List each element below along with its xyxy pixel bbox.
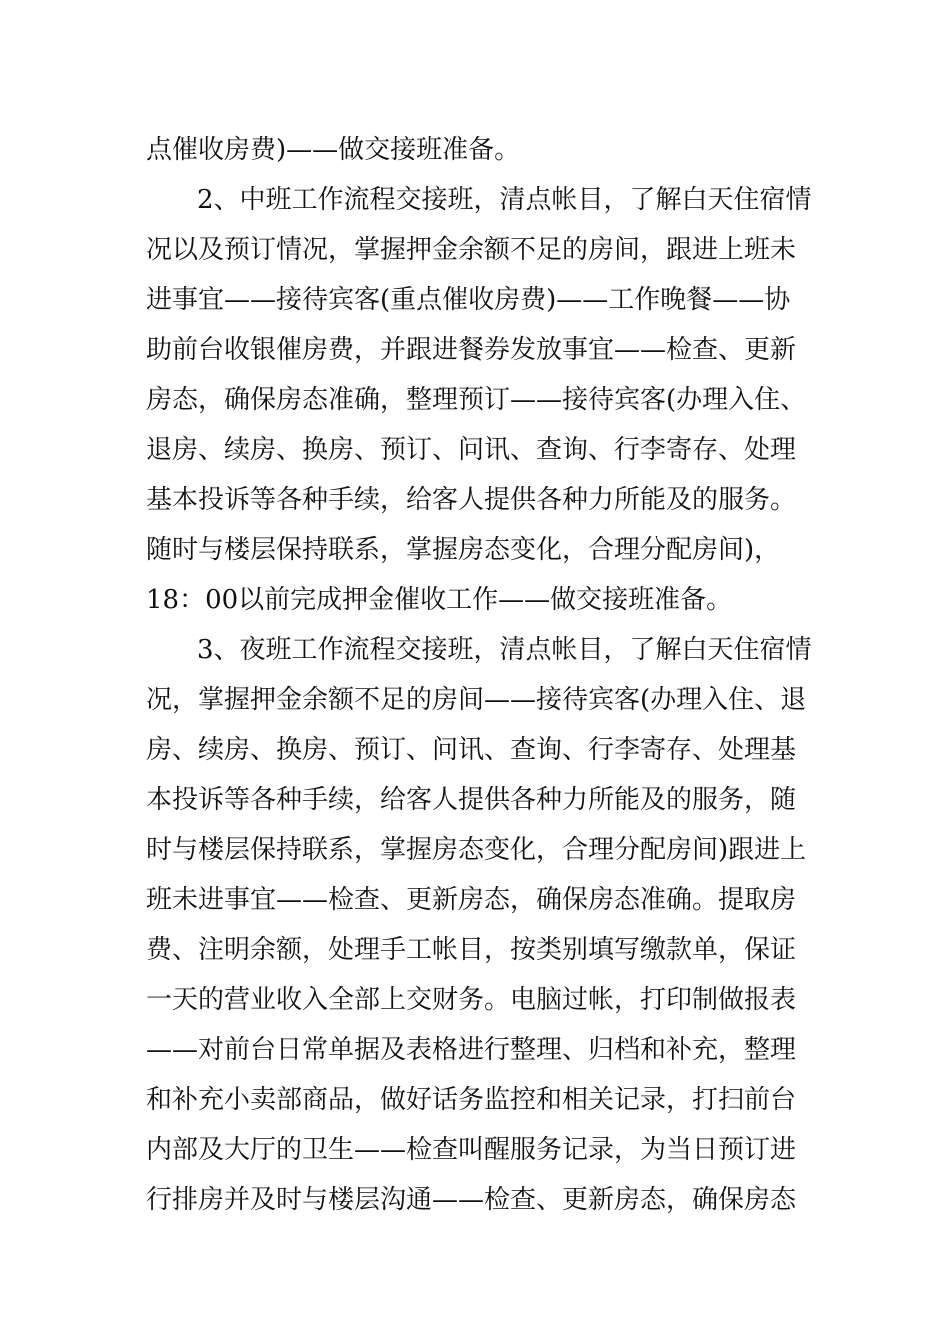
text-line: 一天的营业收入全部上交财务。电脑过帐，打印制做报表 bbox=[146, 985, 797, 1015]
text-line: 班未进事宜——检查、更新房态，确保房态准确。提取房 bbox=[146, 885, 797, 915]
text-line: 本投诉等各种手续，给客人提供各种力所能及的服务，随 bbox=[146, 785, 797, 815]
text-line: 内部及大厅的卫生——检查叫醒服务记录，为当日预订进 bbox=[146, 1135, 797, 1165]
text-line: 费、注明余额，处理手工帐目，按类别填写缴款单，保证 bbox=[146, 935, 797, 965]
paragraph-start-line: 3、夜班工作流程交接班，清点帐目，了解白天住宿情 bbox=[197, 635, 812, 665]
text-line: 基本投诉等各种手续，给客人提供各种力所能及的服务。 bbox=[146, 485, 797, 515]
text-line: 况以及预订情况，掌握押金余额不足的房间，跟进上班未 bbox=[146, 235, 797, 265]
text-line: 房、续房、换房、预订、问讯、查询、行李寄存、处理基 bbox=[146, 735, 797, 765]
text-line: ——对前台日常单据及表格进行整理、归档和补充，整理 bbox=[146, 1035, 797, 1065]
text-line: 点催收房费)——做交接班准备。 bbox=[146, 135, 521, 165]
text-line: 行排房并及时与楼层沟通——检查、更新房态，确保房态 bbox=[146, 1185, 797, 1215]
text-line: 时与楼层保持联系，掌握房态变化，合理分配房间)跟进上 bbox=[146, 835, 807, 865]
text-line: 助前台收银催房费，并跟进餐券发放事宜——检查、更新 bbox=[146, 335, 797, 365]
paragraph-start-line: 2、中班工作流程交接班，清点帐目，了解白天住宿情 bbox=[197, 185, 812, 215]
text-line: 退房、续房、换房、预订、问讯、查询、行李寄存、处理 bbox=[146, 435, 797, 465]
text-line: 房态，确保房态准确，整理预订——接待宾客(办理入住、 bbox=[146, 385, 807, 415]
text-line: 况，掌握押金余额不足的房间——接待宾客(办理入住、退 bbox=[146, 685, 807, 715]
text-line: 进事宜——接待宾客(重点催收房费)——工作晚餐——协 bbox=[146, 285, 791, 315]
text-line: 随时与楼层保持联系，掌握房态变化，合理分配房间)， bbox=[146, 535, 781, 565]
text-line: 和补充小卖部商品，做好话务监控和相关记录，打扫前台 bbox=[146, 1085, 797, 1115]
text-line: 18：00以前完成押金催收工作——做交接班准备。 bbox=[146, 585, 733, 615]
